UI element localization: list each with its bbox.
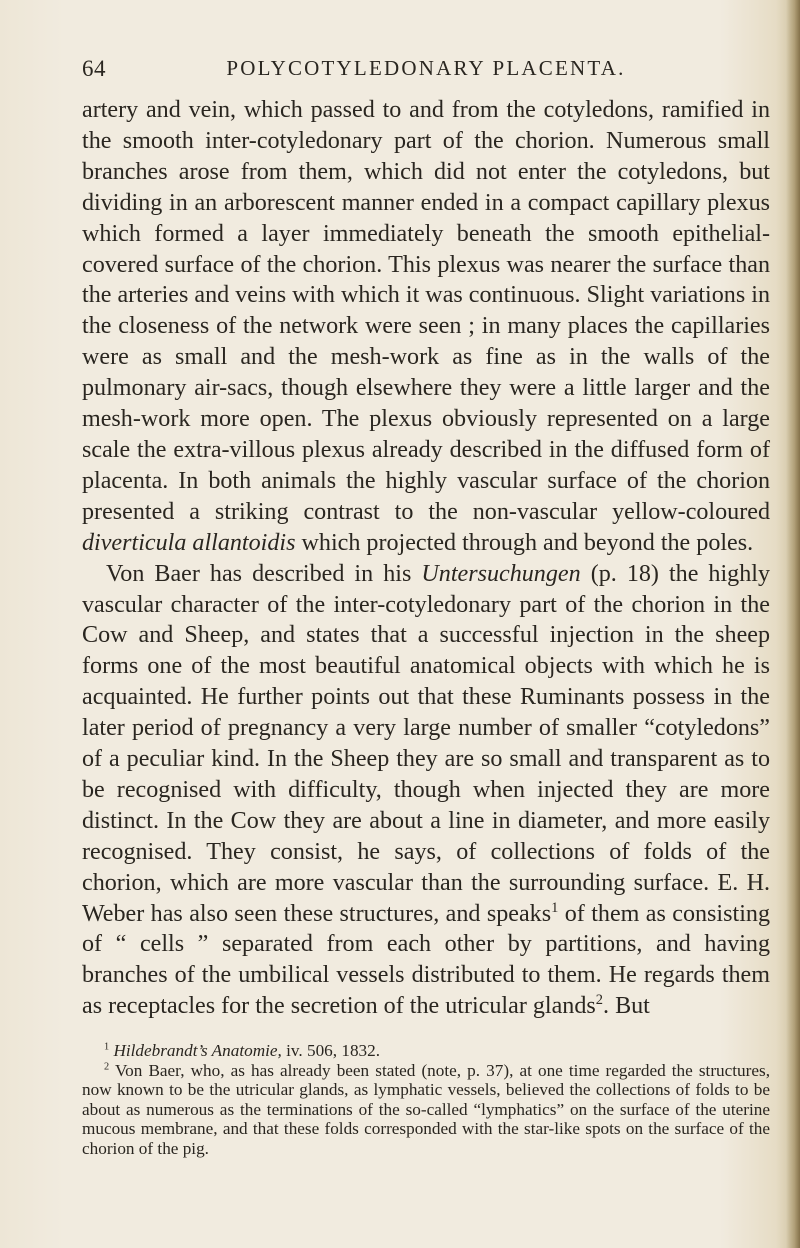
footnote-2-marker: 2 xyxy=(104,1060,110,1072)
page-edge-shadow xyxy=(786,0,800,1248)
footnote-2-text: Von Baer, who, as has already been stated (note, p. 37), at one time regarded the structures, now known to be the utricular glands, as lymphatic vessels, believed the collections of folds to be about as numerous as the terminations of the so-called “lymphatics” on the surface of the uterine mucous membrane, and that these folds corresponded with the star-like spots on the surface of the chorion of the pig. xyxy=(82,1060,770,1158)
body-text xyxy=(82,95,770,1022)
paragraph-2-italic-title: Untersuchungen xyxy=(421,560,581,587)
footnote-ref-1: 1 xyxy=(551,899,559,916)
footnote-1 xyxy=(82,1041,770,1061)
paragraph-2-text-2: (p. 18) the highly vascular character of the inter-cotyledonary part of the chorion in the Cow and Sheep, and states that a successful injection in the sheep forms one of the most beautiful anatomical objects with which he is acquainted. He further points out that these Ruminants possess in the later period of pregnancy a very large number of smaller “cotyledons” of a peculiar kind. In the Sheep they are so small and transparent as to be recognised with difficulty, though when injected they are more distinct. In the Cow they are about a line in diameter, and more easily recognised. They consist, he says, of collections of folds of the chorion, which are more vascular than the surrounding surface. E. H. Weber has also seen these structures, and speaks xyxy=(82,560,771,927)
paragraph-1 xyxy=(82,95,770,559)
paragraph-1-text-end: which projected through and beyond the poles. xyxy=(301,529,754,556)
footnote-1-marker: 1 xyxy=(104,1041,110,1053)
footnote-1-italic: Hildebrandt’s Anatomie, xyxy=(113,1041,282,1060)
paragraph-2 xyxy=(82,559,770,1023)
paragraph-1-text: artery and vein, which passed to and from the cotyledons, ramified in the smooth inter-cotyledonary part of the chorion. Numerous small branches arose from them, which did not enter the cotyledons, but dividing in an arborescent manner ended in a compact capillary plexus which formed a layer immediately beneath the smooth epithelial-covered surface of the chorion. This plexus was nearer the surface than the arteries and veins with which it was continuous. Slight variations in the closeness of the network were seen ; in many places the capillaries were as small and the mesh-work as fine as in the walls of the pulmonary air-sacs, though elsewhere they were a little larger and the mesh-work more open. The plexus obviously represented on a large scale the extra-villous plexus already described in the diffused form of placenta. In both animals the highly vascular surface of the chorion presented a striking contrast to the non-vascular yellow-coloured xyxy=(82,97,770,525)
paragraph-2-text-3: of them as consisting of “ cells ” separated from each other by partitions, and having branches of the umbilical vessels distributed to them. He regards them as receptacles for the secretion of the utricular glands xyxy=(82,900,770,1020)
paragraph-2-text-4: . But xyxy=(603,993,650,1020)
paragraph-2-text-1: Von Baer has described in his xyxy=(106,560,412,587)
running-title: POLYCOTYLEDONARY PLACENTA. xyxy=(226,56,626,80)
footnote-2 xyxy=(82,1061,770,1159)
footnote-1-text: iv. 506, 1832. xyxy=(286,1041,381,1060)
page-header xyxy=(82,56,770,86)
footnotes xyxy=(82,1041,770,1159)
paragraph-1-italic-term: diverticula allantoidis xyxy=(82,529,296,556)
page-number: 64 xyxy=(82,56,106,81)
footnote-ref-2: 2 xyxy=(595,992,604,1009)
